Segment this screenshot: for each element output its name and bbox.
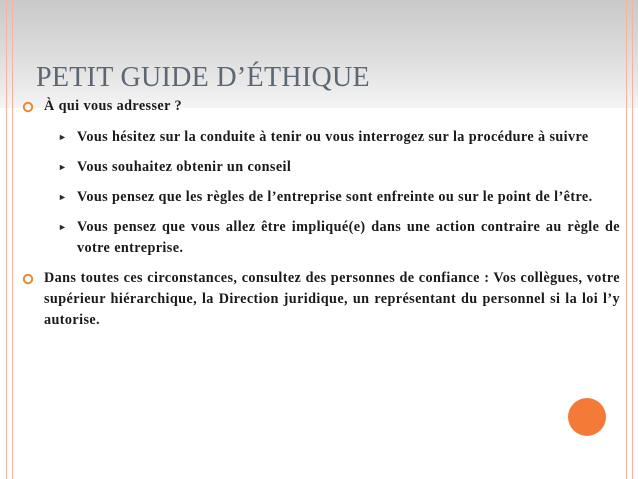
left-border-line-inner <box>12 0 13 479</box>
bullet-level2 <box>20 127 620 148</box>
triangle-bullet-icon: ► <box>58 132 67 142</box>
slide-title: PETIT GUIDE D’ÉTHIQUE <box>36 62 370 93</box>
bullet-text: Vous hésitez sur la conduite à tenir ou vous interrogez sur la procédure à suivre <box>77 129 589 145</box>
triangle-bullet-icon: ► <box>58 162 67 172</box>
bullet-level2 <box>20 157 620 178</box>
bullet-level2 <box>20 217 620 259</box>
triangle-bullet-icon: ► <box>58 192 67 202</box>
bullet-level2 <box>20 187 620 208</box>
bullet-level1 <box>20 96 620 117</box>
orange-ring-bullet-icon <box>22 99 34 120</box>
bullet-text: Vous souhaitez obtenir un conseil <box>77 159 292 175</box>
right-border-line-inner <box>626 0 627 479</box>
right-border-line <box>632 0 633 479</box>
bullet-text: Vous pensez que les règles de l’entreprise sont enfreinte ou sur le point de l’être. <box>77 189 593 205</box>
orange-ring-bullet-icon <box>22 271 34 292</box>
triangle-bullet-icon: ► <box>58 222 67 232</box>
bullet-text: Vous pensez que vous allez être impliqué(e) dans une action contraire au règle de votre entreprise. <box>77 219 620 256</box>
bullet-text: À qui vous adresser ? <box>44 98 182 114</box>
left-border-line <box>6 0 7 479</box>
bullet-level1 <box>20 268 620 331</box>
orange-circle-icon <box>568 398 606 436</box>
bullet-text: Dans toutes ces circonstances, consultez des personnes de confiance : Vos collègues, votre supérieur hiérarchique, la Direction juridique, un représentant du personnel si la loi l’y autorise. <box>44 270 620 328</box>
slide-body <box>20 96 620 341</box>
